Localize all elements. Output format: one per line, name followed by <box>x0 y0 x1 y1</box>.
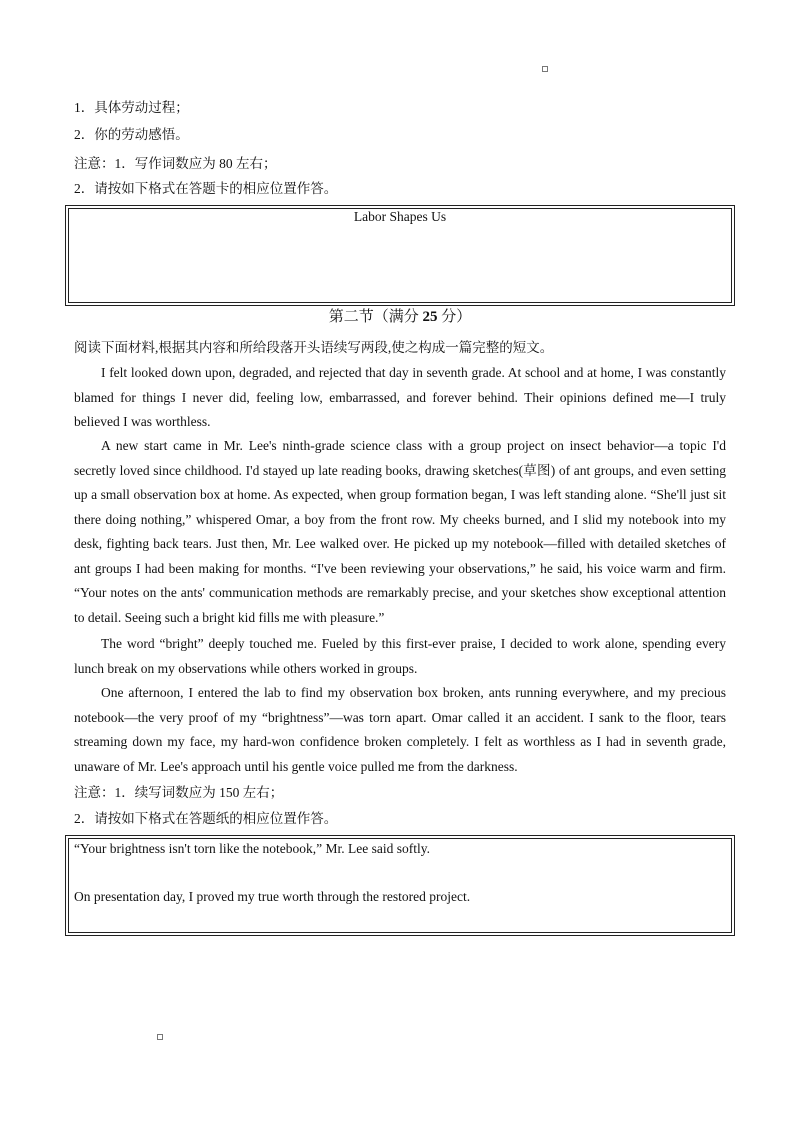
corner-mark-top <box>542 66 548 72</box>
section-heading <box>0 307 800 327</box>
answer-box-continuation <box>65 835 735 936</box>
continuation-word-count-note: 注意：1．续写词数应为 150 左右； <box>74 785 284 800</box>
story-paragraph-2: A new start came in Mr. Lee's ninth-grade science class with a group project on insect behavior—a topic I'd secretly loved since childhood. I'd stayed up late reading books, drawing sketches(草图) of ant groups, and even setting up a small observation box at home. As expected, when group formation began, I was left standing alone. “She'll just sit there doing nothing,” whispered Omar, a boy from the front row. My cheeks burned, and I slid my notebook into my desk, fighting back tears. Just then, Mr. Lee walked over. He picked up my notebook—filled with detailed sketches of ant groups I had been making for months. “I've been reviewing your observations,” he said, his voice warm and firm. “Your notes on the ants' communication methods are remarkably precise, and your sketches show exceptional attention to detail. Seeing such a bright kid fills me with pleasure.” <box>74 438 726 625</box>
continuation-format-note: 2．请按如下格式在答题纸的相应位置作答。 <box>74 811 338 826</box>
section-score: 25 <box>422 309 438 325</box>
story-paragraph-4: One afternoon, I entered the lab to find my observation box broken, ants running everywhere, and my precious notebook—the very proof of my “brightness”—was torn apart. Omar called it an accident. I sank to the floor, tears streaming down my face, my hard-won confidence broken completely. I felt as worthless as I had in seventh grade, unaware of Mr. Lee's approach until his gentle voice pulled me from the darkness. <box>74 685 726 774</box>
story-paragraph-1: I felt looked down upon, degraded, and rejected that day in seventh grade. At school and at home, I was constantly blamed for things I never did, feeling low, embarrassed, and forever behind. Their opinions defined me—I truly believed I was worthless. <box>74 365 726 429</box>
paragraph-opening-2: On presentation day, I proved my true worth through the restored project. <box>74 889 471 904</box>
word-count-note: 注意：1．写作词数应为 80 左右； <box>74 156 277 171</box>
answer-format-note: 2．请按如下格式在答题卡的相应位置作答。 <box>74 181 338 196</box>
paragraph-opening-1: “Your brightness isn't torn like the notebook,” Mr. Lee said softly. <box>74 841 431 856</box>
answer-box-title: Labor Shapes Us <box>353 209 447 224</box>
writing-point-2: 2．你的劳动感悟。 <box>74 127 189 142</box>
section-heading-prefix: 第二节（满分 <box>328 309 423 325</box>
continuation-instruction: 阅读下面材料,根据其内容和所给段落开头语续写两段,使之构成一篇完整的短文。 <box>74 340 554 355</box>
writing-point-1: 1．具体劳动过程； <box>74 100 189 115</box>
answer-box-writing <box>65 205 735 306</box>
section-heading-suffix: 分） <box>437 309 472 325</box>
story-paragraph-3: The word “bright” deeply touched me. Fueled by this first-ever praise, I decided to work alone, spending every lunch break on my observations while others worked in groups. <box>74 636 726 676</box>
corner-mark-bottom <box>157 1034 163 1040</box>
